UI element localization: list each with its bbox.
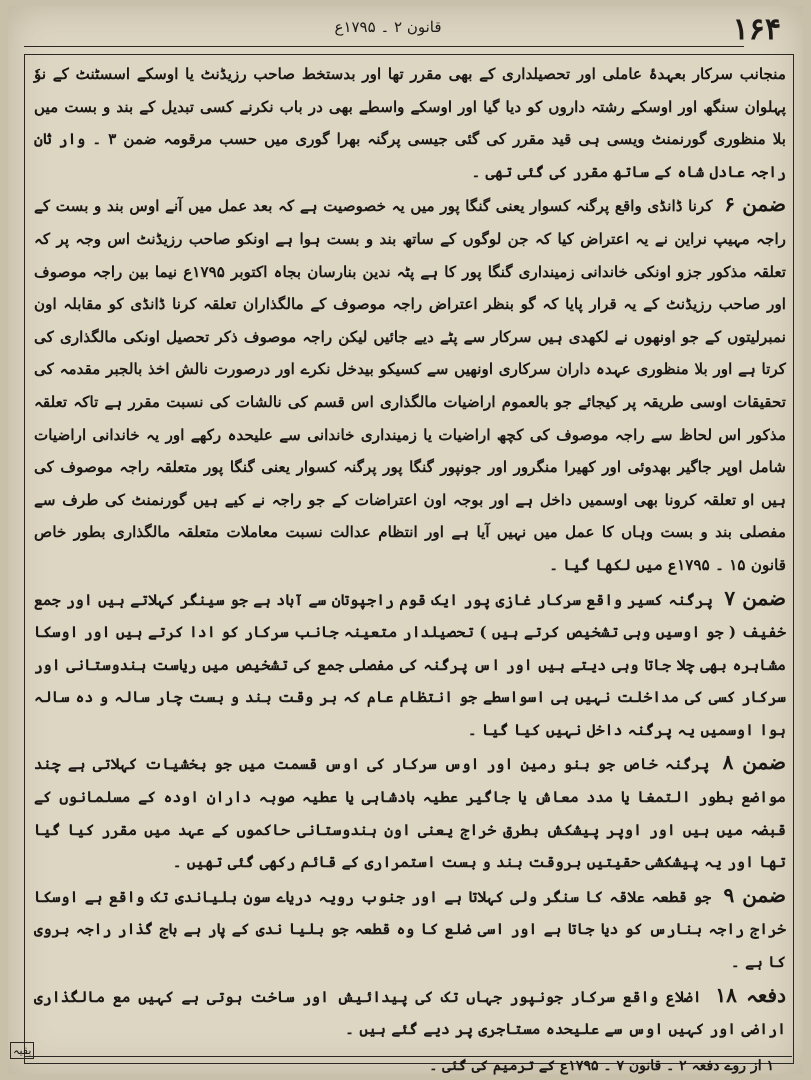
paragraph-text: منجانب سرکار بعہدۂ عاملی اور تحصیلداری کے بھی مقرر تھا اور بدستخط صاحب رزیڈنٹ یا اوسکے اسسٹنٹ کے نوٗ پہلوان سنگھ اور اوسکے رشتہ داروں کو دیا گیا اور اوسکے واسطے بھی در باب نکرنے کسی تبدیل کے بند و بست میں بلا منظوری گورنمنٹ ویسی ہی قید مقرر کی گئی جیسی پرگنہ بھرا گوری میں حسب مرقومہ ضمن ۳ ۔ وار ثان راجہ عادل شاہ کے ساتھ مقرر کی گئی تھی ۔: [34, 65, 786, 181]
paragraph-text: پرگنہ کسیر واقع سرکار غازی پور ایک قوم راجپوتان سے آباد ہے جو سینگر کہلاتے ہیں اور جمع خفیف ( جو اوسیں وہی تشخیص کرتے ہیں ) تحصیلدار متعینہ جانب سرکار کو ادا کرتے ہیں اور اوسکا مشاہرہ بھی چلا جاتا وہی دیتے ہیں اور اس پرگنہ کی مفصلی جمع کی تشخیص میں ریاست ہندوستانی اور سرکار کسی کی مداخلت نہیں ہی اسواسطے جو انتظام عام کہ بر وقت بند و بست چار سالہ و دہ سالہ ہوا اوسمیں یہ پرگنہ داخل نہیں کیا گیا ۔: [34, 590, 786, 739]
paragraph: [34, 188, 786, 581]
section-label: ضمن ۸: [722, 750, 787, 775]
footnote-rule: [24, 1056, 792, 1057]
section-label: ضمن ۷: [724, 585, 787, 610]
section-label: ضمن ۹: [723, 882, 787, 907]
scanned-page: [8, 6, 803, 1074]
paragraph: [34, 979, 786, 1046]
paragraph: [34, 582, 786, 747]
page-number: ۱۶۴: [732, 12, 781, 47]
header-rule: [24, 46, 744, 47]
paragraph-text: پرگنہ خاص جو بنو رمین اور اوس سرکار کی اوس قسمت میں جو بخشیات کہلاتی ہے چند مواضع بطور التمغا یا مدد معاش یا جاگیر عطیہ بادشاہی یا عطیہ صوبہ داران اودہ کے مسلمانوں کے قبضہ میں ہیں اور اوپر پیشکش بطرق خراج یعنی اون ہندوستانی حاکموں کے عہد میں مقرر کیا گیا تھا اور یہ پیشکشی حقیتیں بروقت بند و بست استمراری کے قائم رکھی گئی تھیں ۔: [34, 755, 786, 872]
paragraph: [34, 58, 786, 188]
paragraph-text: اضلاع واقع سرکار جونپور جہاں تک کی پیدائیش اور ساخت ہوتی ہے کہیں مع مالگذاری اراضی اور کہیں اوس سے علیحدہ مستاجری پر دیے گئے ہیں ۔: [34, 987, 786, 1039]
section-label: دفعہ ۱۸: [715, 982, 786, 1007]
catchword: بقیہ: [10, 1042, 34, 1059]
paragraph-text: کرنا ڈانڈی واقع پرگنہ کسوار یعنی گنگا پور میں یہ خصوصیت ہے کہ بعد عمل میں آنے اوس بند و بست کے راجہ مہیپ نراین نے یہ اعتراض کیا کہ جن لوگوں کے ساتھ بند و بست ہوا ہے اونکو صاحب رزیڈنٹ اس وجہ پر کہ تعلقہ مذکور جزو اونکی خاندانی زمینداری گنگا پور کا ہے پٹہ ندین بنارسان بجاہ اکتوبر ۱۷۹۵ع نیما بین راجہ موصوف اور صاحب رزیڈنٹ کے یہ قرار پایا کہ گو بنظر اعتراض راجہ موصوف کے مالگذاران تعلقہ کرنا ڈانڈی کو مقابلہ اون نمبرلیتوں کے جو اونھوں نے لکھدی ہیں سرکار سے پٹے دیے جائیں لیکن راجہ موصوف ذکر تحصیل اونکی مالگذاری کی کرتا ہے اور بلا منظوری عہدہ داران سرکاری اونھیں سے کسیکو بیدخل نکرے اور درصورت نالش اخذ بالجبر مقدمہ کی تحقیقات اوسی طریقہ پر کیجائے جو بالعموم اراضیات مالگذاری اس قسم کی نالشات کی نسبت مقرر ہے تاکہ تعلقہ مذکور اس لحاظ سے راجہ موصوف کی کچھ اراضیات یا زمینداری خاندانی سے علیحدہ رکھے اور یہ خاندانی اراضیات شامل اوپر جاگیر بھدوئی اور کھیرا منگرور اور جونپور گنگا پور پرگنہ کسوار یعنی گنگا پور متعلقہ راجہ موصوف کی ہیں او تعلقہ کرونا بھی اوسمیں داخل ہے اور بوجہ اون اعتراضات کے جو راجہ نے کیے ہیں گورنمنٹ کی طرف سے مفصلی بند و بست وہاں کا عمل میں نہیں آیا ہے اور انتظام عدالت نسبت معاملات متعلقہ مالگذاری بطور خاص قانون ۱۵ ۔ ۱۷۹۵ع میں لکھا گیا ۔: [34, 197, 786, 574]
section-label: ضمن ۶: [724, 192, 786, 217]
paragraph: [34, 746, 786, 878]
footnote: ۱ از روے دفعہ ۲ ۔ قانون ۷ ۔ ۱۷۹۵ع کے ترمیم کی گئی ۔: [429, 1058, 774, 1074]
running-head: قانون ۲ ۔ ۱۷۹۵ع: [334, 18, 442, 36]
paragraph: [34, 879, 786, 979]
body-text: [34, 58, 786, 1046]
paragraph-text: جو قطعہ علاقہ کا سنگر ولی کہلاتا ہے اور جنوب رویہ دریاے سون بلیاندی تک واقع ہے اوسکا خراج راجہ بنارس کو دیا جاتا ہے اور اسی ضلع کا وہ قطعہ جو بلیا ندی کے پار ہے باج گذار راجہ بروی کا ہے ۔: [34, 887, 786, 972]
